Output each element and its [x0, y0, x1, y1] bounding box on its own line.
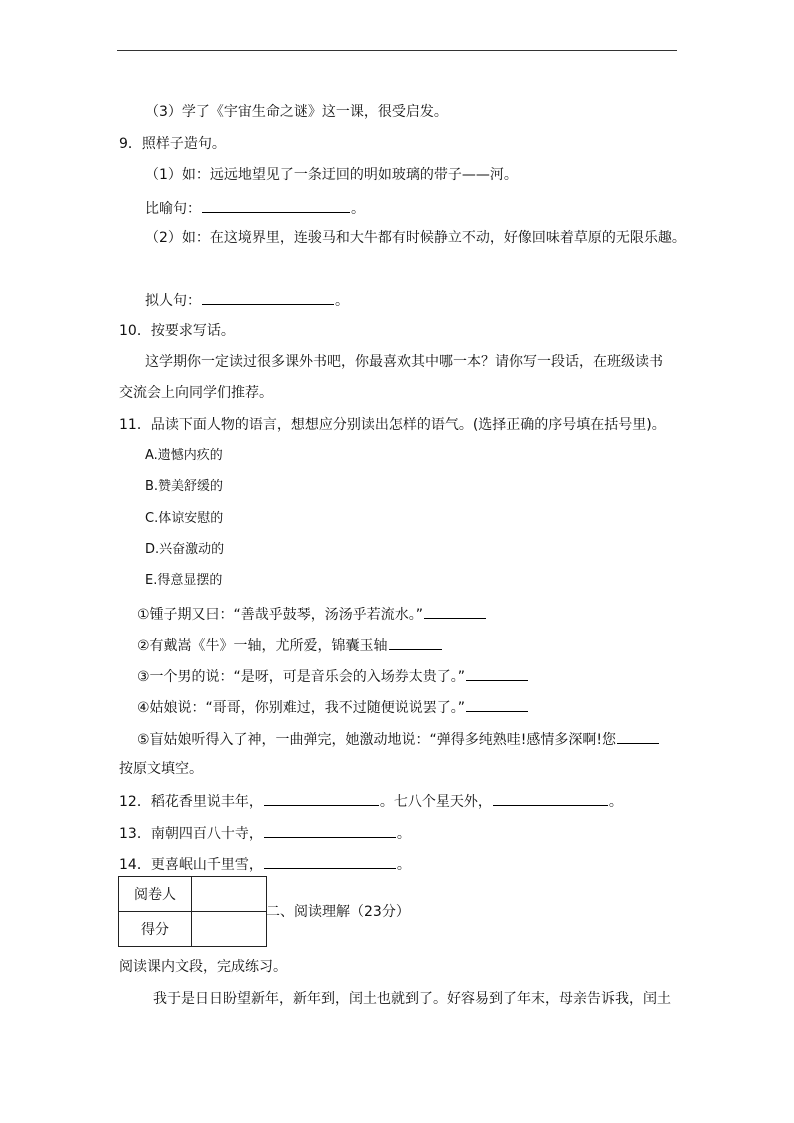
- section-2-title: 二、阅读理解（23分）: [266, 904, 410, 920]
- q11-item-4: [137, 697, 529, 717]
- q11-item-2: [137, 635, 443, 655]
- q11-item-2-text: ②有戴嵩《牛》一轴，尤所爱，锦囊玉轴: [137, 638, 388, 654]
- q13-line: [119, 823, 411, 843]
- q9-answer-1-blank[interactable]: [202, 198, 350, 213]
- q12-verse-2: 。七八个星天外，: [379, 794, 492, 810]
- q13-end: 。: [396, 826, 411, 842]
- q11-item-2-blank[interactable]: [389, 635, 442, 650]
- q11-item-4-blank[interactable]: [466, 697, 528, 712]
- q9-title: 9．照样子造句。: [119, 136, 226, 152]
- q11-item-1-blank[interactable]: [424, 604, 486, 619]
- q11-option-c: C.体谅安慰的: [145, 511, 224, 526]
- q11-item-5: [137, 729, 660, 749]
- q11-item-1-text: ①锺子期又曰：“善哉乎鼓琴，汤汤乎若流水。”: [137, 607, 424, 623]
- q9-answer-2: [145, 290, 349, 310]
- q11-item-3-blank[interactable]: [466, 666, 528, 681]
- q11-option-d: D.兴奋激动的: [145, 542, 225, 557]
- score-cell[interactable]: [192, 912, 267, 947]
- q9-example-1: （1）如：远远地望见了一条迂回的明如玻璃的带子——河。: [145, 167, 518, 183]
- q11-item-4-text: ④姑娘说：“哥哥，你别难过，我不过随便说说罢了。”: [137, 700, 466, 716]
- q12-blank-2[interactable]: [493, 791, 608, 806]
- q11-option-a: A.遗憾内疚的: [145, 448, 223, 463]
- q9-answer-1-label: 比喻句：: [145, 201, 201, 217]
- q13-blank[interactable]: [264, 823, 396, 838]
- q14-line: [119, 854, 411, 874]
- q10-title: 10．按要求写话。: [119, 323, 235, 339]
- q9-example-2: （2）如：在这境界里，连骏马和大牛都有时候静立不动，好像回味着草原的无限乐趣。: [145, 230, 686, 246]
- q11-item-5-blank[interactable]: [617, 729, 659, 744]
- q14-end: 。: [396, 857, 411, 873]
- q8-item-3: （3）学了《宇宙生命之谜》这一课，很受启发。: [145, 104, 448, 120]
- reviewer-cell[interactable]: [192, 877, 267, 912]
- q10-prompt-line-2: 交流会上向同学们推荐。: [119, 385, 273, 401]
- q12-verse-1: 12．稻花香里说丰年，: [119, 794, 263, 810]
- q9-answer-1-end: 。: [351, 201, 365, 217]
- q14-verse: 14．更喜岷山千里雪，: [119, 857, 263, 873]
- q11-item-3-text: ③一个男的说：“是呀，可是音乐会的入场券太贵了。”: [137, 669, 466, 685]
- q11-item-1: [137, 604, 487, 624]
- q14-blank[interactable]: [264, 854, 396, 869]
- q11-title: 11．品读下面人物的语言，想想应分别读出怎样的语气。(选择正确的序号填在括号里)。: [119, 417, 666, 433]
- q12-end: 。: [608, 794, 623, 810]
- q12-line: [119, 791, 623, 811]
- q11-option-b: B.赞美舒缓的: [145, 479, 224, 494]
- q12-blank-1[interactable]: [264, 791, 379, 806]
- q9-answer-2-blank[interactable]: [202, 290, 334, 305]
- reviewer-label: 阅卷人: [119, 877, 192, 912]
- header-rule: [117, 50, 677, 51]
- q10-prompt-line-1: 这学期你一定读过很多课外书吧，你最喜欢其中哪一本？请你写一段话，在班级读书: [145, 354, 663, 370]
- q9-answer-1: [145, 198, 365, 218]
- q9-answer-2-label: 拟人句：: [145, 293, 201, 309]
- passage-line-1: 我于是日日盼望新年，新年到，闰土也就到了。好容易到了年末，母亲告诉我，闰土: [153, 991, 671, 1007]
- q11-option-e: E.得意显摆的: [145, 573, 223, 588]
- q11-item-5-text: ⑤盲姑娘听得入了神，一曲弹完，她激动地说：“弹得多纯熟哇!感情多深啊!您: [137, 732, 617, 748]
- score-label: 得分: [119, 912, 192, 947]
- reading-intro: 阅读课内文段，完成练习。: [119, 959, 287, 975]
- score-table-row: [119, 912, 267, 947]
- q13-verse: 13．南朝四百八十寺，: [119, 826, 263, 842]
- score-table-row: [119, 877, 267, 912]
- q9-answer-2-end: 。: [335, 293, 349, 309]
- score-table: [118, 876, 267, 947]
- q11-continuation: 按原文填空。: [119, 761, 203, 777]
- q11-item-3: [137, 666, 529, 686]
